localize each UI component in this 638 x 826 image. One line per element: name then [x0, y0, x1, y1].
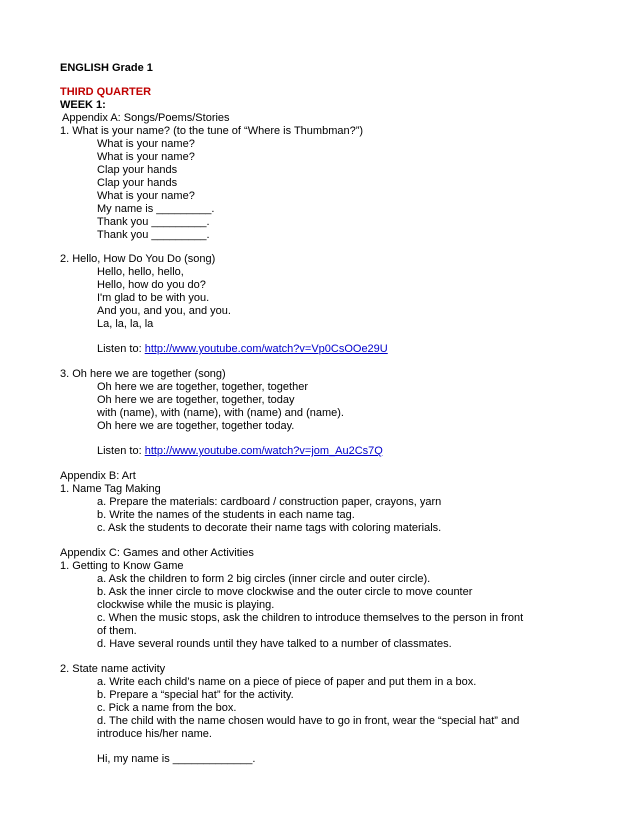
song2-listen — [97, 343, 388, 356]
week-heading: WEEK 1: — [60, 99, 106, 111]
song3-line: Oh here we are together, together today. — [97, 420, 295, 432]
song3-listen — [97, 445, 383, 458]
song1-line: What is your name? — [97, 190, 195, 202]
game2-line: b. Prepare a “special hat” for the activity. — [97, 689, 294, 701]
song1-line: Clap your hands — [97, 177, 178, 189]
song2-line: I'm glad to be with you. — [97, 292, 210, 304]
song2-line: Hello, hello, hello, — [97, 266, 184, 278]
song2-line: Hello, how do you do? — [97, 279, 206, 291]
game1-line: b. Ask the inner circle to move clockwise and the outer circle to move counter — [97, 586, 473, 598]
song3-line: Oh here we are together, together, today — [97, 394, 295, 406]
game1-line: a. Ask the children to form 2 big circles (inner circle and outer circle). — [97, 573, 431, 585]
game2-line: c. Pick a name from the box. — [97, 702, 237, 714]
song1-line: Thank you _________. — [97, 216, 210, 228]
game2-line: d. The child with the name chosen would have to go in front, wear the “special hat” and — [97, 715, 520, 727]
song3-video-link[interactable]: http://www.youtube.com/watch?v=jom_Au2Cs7Q — [144, 445, 383, 457]
game1-line: c. When the music stops, ask the children to introduce themselves to the person in front — [97, 612, 524, 624]
name-tag-step: c. Ask the students to decorate their name tags with coloring materials. — [97, 522, 442, 534]
game1-line: d. Have several rounds until they have talked to a number of classmates. — [97, 638, 452, 650]
song1-title: 1. What is your name? (to the tune of “Where is Thumbman?”) — [60, 125, 364, 137]
game2-title: 2. State name activity — [60, 663, 166, 675]
appendix-a-title: Appendix A: Songs/Poems/Stories — [62, 112, 230, 124]
song2-title: 2. Hello, How Do You Do (song) — [60, 253, 216, 265]
song1-line: Clap your hands — [97, 164, 178, 176]
game2-line: introduce his/her name. — [97, 728, 212, 740]
name-tag-title: 1. Name Tag Making — [60, 483, 161, 495]
song3-line: Oh here we are together, together, together — [97, 381, 308, 393]
game2-line: a. Write each child’s name on a piece of piece of paper and put them in a box. — [97, 676, 477, 688]
document-title: ENGLISH Grade 1 — [60, 62, 153, 74]
song1-line: What is your name? — [97, 151, 195, 163]
song2-line: And you, and you, and you. — [97, 305, 231, 317]
quarter-heading: THIRD QUARTER — [60, 86, 152, 98]
song3-line: with (name), with (name), with (name) and (name). — [97, 407, 344, 419]
appendix-c-title: Appendix C: Games and other Activities — [60, 547, 254, 559]
name-tag-step: b. Write the names of the students in each name tag. — [97, 509, 355, 521]
game1-line: clockwise while the music is playing. — [97, 599, 275, 611]
song1-line: Thank you _________. — [97, 229, 210, 241]
song1-line: What is your name? — [97, 138, 195, 150]
listen-label: Listen to: — [97, 445, 142, 457]
song1-line: My name is _________. — [97, 203, 215, 215]
game1-title: 1. Getting to Know Game — [60, 560, 184, 572]
appendix-b-title: Appendix B: Art — [60, 470, 136, 482]
game1-line: of them. — [97, 625, 137, 637]
game2-closing: Hi, my name is _____________. — [97, 753, 256, 765]
name-tag-step: a. Prepare the materials: cardboard / construction paper, crayons, yarn — [97, 496, 442, 508]
song2-line: La, la, la, la — [97, 318, 154, 330]
song2-video-link[interactable]: http://www.youtube.com/watch?v=Vp0CsOOe29U — [144, 343, 388, 355]
listen-label: Listen to: — [97, 343, 142, 355]
song3-title: 3. Oh here we are together (song) — [60, 368, 226, 380]
